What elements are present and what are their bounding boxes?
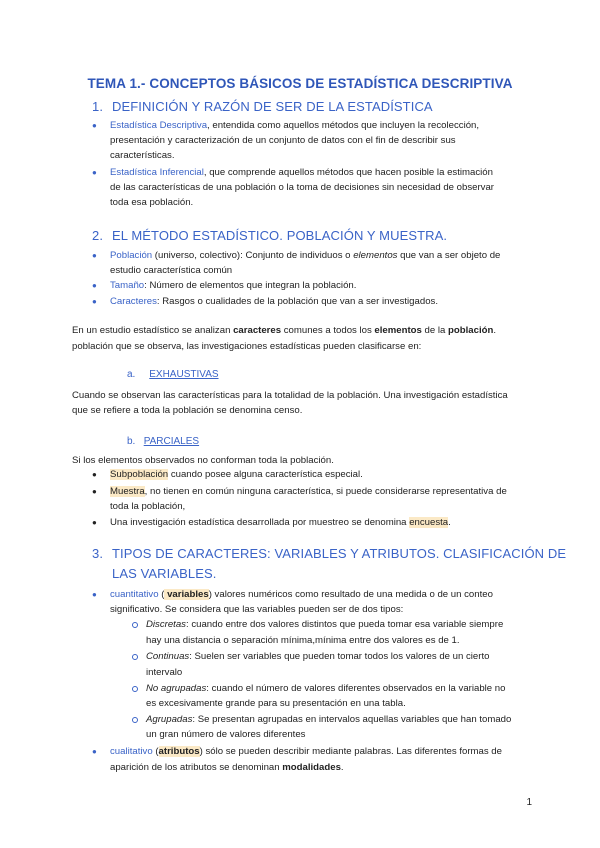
item-text-line: hay una distancia o separación mínima,mínima entre dos valores es de 1. bbox=[146, 635, 460, 646]
section-2-title: EL MÉTODO ESTADÍSTICO. POBLACIÓN Y MUESTRA. bbox=[112, 228, 448, 243]
list-item bbox=[110, 588, 493, 601]
circle-bullet-icon bbox=[132, 622, 138, 628]
item-text: valores numéricos como resultado de una medida o de un conteo bbox=[211, 589, 493, 600]
section-2-number: 2. bbox=[92, 228, 104, 243]
item-text: (universo, colectivo): Conjunto de individuos o bbox=[152, 250, 354, 261]
item-text: : Rasgos o cualidades de la población que van a ser investigados. bbox=[156, 296, 438, 307]
term-tamano: Tamaño bbox=[110, 280, 145, 291]
section-1-heading bbox=[92, 99, 433, 114]
subsection-letter: a. bbox=[127, 369, 136, 380]
text: En un estudio estadístico se analizan bbox=[72, 325, 234, 336]
item-text-line: toda la población, bbox=[110, 501, 186, 512]
item-text: Una investigación estadística desarrollada por muestreo se denomina bbox=[110, 517, 410, 528]
term-estadistica-descriptiva: Estadística Descriptiva bbox=[110, 120, 208, 131]
section-2-heading bbox=[92, 228, 447, 243]
bullet-icon: ● bbox=[92, 121, 97, 130]
item-text: : Se presentan agrupadas en intervalos aquellas variables que han tomado bbox=[192, 714, 512, 725]
bullet-icon: ● bbox=[92, 470, 97, 479]
item-text-line: toda esa población. bbox=[110, 197, 194, 208]
item-text-line: características. bbox=[110, 150, 175, 161]
subsection-a-heading bbox=[127, 369, 219, 380]
bold-text: elementos bbox=[374, 325, 422, 336]
paragraph-line: población que se observa, las investigaciones estadísticas pueden clasificarse en: bbox=[72, 341, 422, 352]
paragraph-line: Si los elementos observados no conforman toda la población. bbox=[72, 455, 334, 466]
term-subpoblacion: Subpoblación bbox=[110, 469, 169, 480]
list-item bbox=[110, 119, 479, 132]
section-3-title-line-1: TIPOS DE CARACTERES: VARIABLES Y ATRIBUTOS. CLASIFICACIÓN DE bbox=[112, 546, 567, 561]
bullet-icon: ● bbox=[92, 747, 97, 756]
subsection-label: EXHAUSTIVAS bbox=[149, 369, 219, 380]
bullet-icon: ● bbox=[92, 487, 97, 496]
item-text: , no tienen en común ninguna característica, si puede considerarse representativa de bbox=[144, 486, 507, 497]
bullet-icon: ● bbox=[92, 281, 97, 290]
term-caracteres: Caracteres bbox=[110, 296, 157, 307]
term-muestra: Muestra bbox=[110, 486, 145, 497]
item-text-line: presentación y caracterización de un conjunto de datos con el fin de describir sus bbox=[110, 135, 456, 146]
subsection-b-heading bbox=[127, 436, 199, 447]
bullet-icon: ● bbox=[92, 297, 97, 306]
section-3-heading bbox=[92, 546, 566, 561]
item-text-line: de las características de una población o la toma de decisiones sin necesidad de observar bbox=[110, 182, 494, 193]
list-item bbox=[110, 745, 502, 758]
list-item bbox=[110, 249, 500, 262]
term-atributos: atributos bbox=[158, 746, 200, 757]
item-text: ) bbox=[199, 746, 203, 757]
bullet-icon: ● bbox=[92, 590, 97, 599]
bold-text: modalidades bbox=[282, 762, 341, 773]
section-3-number: 3. bbox=[92, 546, 104, 561]
item-emphasis: elementos bbox=[353, 250, 398, 261]
list-item-line bbox=[110, 761, 344, 774]
term-cualitativo: cualitativo bbox=[110, 746, 153, 757]
item-text: ) bbox=[208, 589, 212, 600]
subsection-label: PARCIALES bbox=[143, 436, 200, 447]
sublist-item bbox=[146, 618, 503, 631]
item-text: . bbox=[340, 762, 344, 773]
bullet-icon: ● bbox=[92, 251, 97, 260]
item-text: : cuando entre dos valores distintos que pueda tomar esa variable siempre bbox=[185, 619, 504, 630]
item-text: : Número de elementos que integran la población. bbox=[144, 280, 357, 291]
item-emphasis: Discretas bbox=[146, 619, 186, 630]
item-text: ( bbox=[152, 746, 159, 757]
bold-text: caracteres bbox=[233, 325, 282, 336]
bold-text: población bbox=[448, 325, 494, 336]
list-item bbox=[110, 485, 507, 498]
item-emphasis: Continuas bbox=[146, 651, 190, 662]
item-text-line: es excesivamente grande para su presentación en una tabla. bbox=[146, 698, 406, 709]
subsection-letter: b. bbox=[127, 436, 136, 447]
section-1-number: 1. bbox=[92, 99, 104, 114]
item-text: cuando posee alguna característica especial. bbox=[168, 469, 363, 480]
item-text: aparición de los atributos se denominan bbox=[110, 762, 283, 773]
page-number: 1 bbox=[526, 797, 532, 808]
sublist-item bbox=[146, 650, 489, 663]
circle-bullet-icon bbox=[132, 686, 138, 692]
list-item bbox=[110, 295, 438, 308]
sublist-item bbox=[146, 682, 505, 695]
bullet-icon: ● bbox=[92, 168, 97, 177]
section-3-title-line-2: LAS VARIABLES. bbox=[112, 566, 217, 581]
item-emphasis: Agrupadas bbox=[146, 714, 193, 725]
list-item bbox=[110, 516, 451, 529]
term-cuantitativo: cuantitativo bbox=[110, 589, 159, 600]
item-text: . bbox=[448, 517, 451, 528]
item-text: , entendida como aquellos métodos que incluyen la recolección, bbox=[207, 120, 480, 131]
item-text-line: intervalo bbox=[146, 667, 183, 678]
item-text: , que comprende aquellos métodos que hacen posible la estimación bbox=[203, 167, 493, 178]
text: de la bbox=[421, 325, 449, 336]
circle-bullet-icon bbox=[132, 717, 138, 723]
item-text: : cuando el número de valores diferentes observados en la variable no bbox=[206, 683, 506, 694]
section-1-title: DEFINICIÓN Y RAZÓN DE SER DE LA ESTADÍSTICA bbox=[112, 99, 433, 114]
term-variables: variables bbox=[164, 589, 209, 600]
item-text: ( bbox=[158, 589, 165, 600]
item-text: que van a ser objeto de bbox=[397, 250, 501, 261]
item-text-line: un gran número de valores diferentes bbox=[146, 729, 306, 740]
circle-bullet-icon bbox=[132, 654, 138, 660]
text: comunes a todos los bbox=[281, 325, 375, 336]
sublist-item bbox=[146, 713, 511, 726]
paragraph-line: Cuando se observan las características para la totalidad de la población. Una investigación estadística bbox=[72, 390, 508, 401]
item-emphasis: No agrupadas bbox=[146, 683, 207, 694]
term-estadistica-inferencial: Estadística Inferencial bbox=[110, 167, 204, 178]
list-item bbox=[110, 279, 356, 292]
bullet-icon: ● bbox=[92, 518, 97, 527]
paragraph-line bbox=[72, 324, 496, 337]
item-text: : Suelen ser variables que pueden tomar todos los valores de un cierto bbox=[189, 651, 490, 662]
item-text-line: significativo. Se considera que las variables pueden ser de dos tipos: bbox=[110, 604, 404, 615]
item-text: sólo se pueden describir mediante palabras. Las diferentes formas de bbox=[202, 746, 502, 757]
document-title: TEMA 1.- CONCEPTOS BÁSICOS DE ESTADÍSTICA DESCRIPTIVA bbox=[87, 76, 513, 91]
term-encuesta: encuesta bbox=[409, 517, 449, 528]
list-item bbox=[110, 468, 363, 481]
term-poblacion: Población bbox=[110, 250, 153, 261]
list-item bbox=[110, 166, 493, 179]
paragraph-line: que se refiere a toda la población se denomina censo. bbox=[72, 405, 303, 416]
text: . bbox=[493, 325, 497, 336]
item-text-line: estudio característica común bbox=[110, 265, 233, 276]
